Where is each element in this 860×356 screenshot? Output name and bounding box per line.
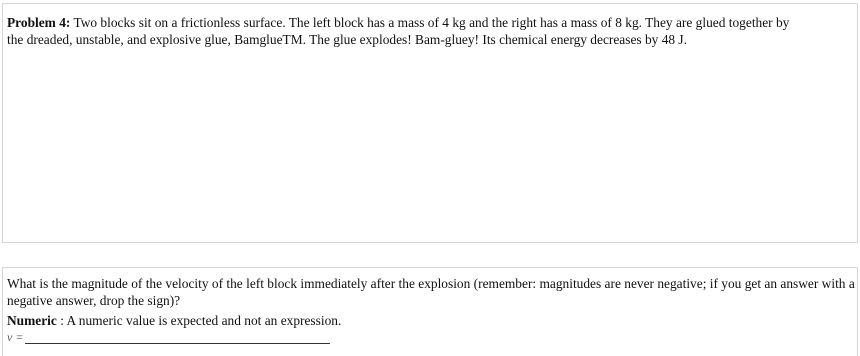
answer-input[interactable] xyxy=(25,331,330,344)
numeric-note: : A numeric value is expected and not an expression. xyxy=(60,313,342,328)
problem-statement xyxy=(7,14,797,48)
question-box xyxy=(2,267,858,356)
problem-text: Two blocks sit on a frictionless surface. The left block has a mass of 4 kg and the right has a mass of 8 kg. They are glued together by the dreaded, unstable, and explosive glue, BamglueTM. The glue explodes! Bam-gluey! Its chemical energy decreases by 48 J. xyxy=(7,15,790,47)
numeric-label: Numeric xyxy=(7,313,57,328)
answer-row xyxy=(7,330,330,344)
answer-type-note xyxy=(7,312,341,329)
problem-label: Problem 4: xyxy=(7,15,71,30)
answer-variable-label: v = xyxy=(7,330,24,344)
question-text: What is the magnitude of the velocity of the left block immediately after the explosion (remember: magnitudes are never negative; if you get an answer with a negative answer, drop the sign)? xyxy=(7,276,855,308)
problem-statement-box xyxy=(2,3,858,243)
